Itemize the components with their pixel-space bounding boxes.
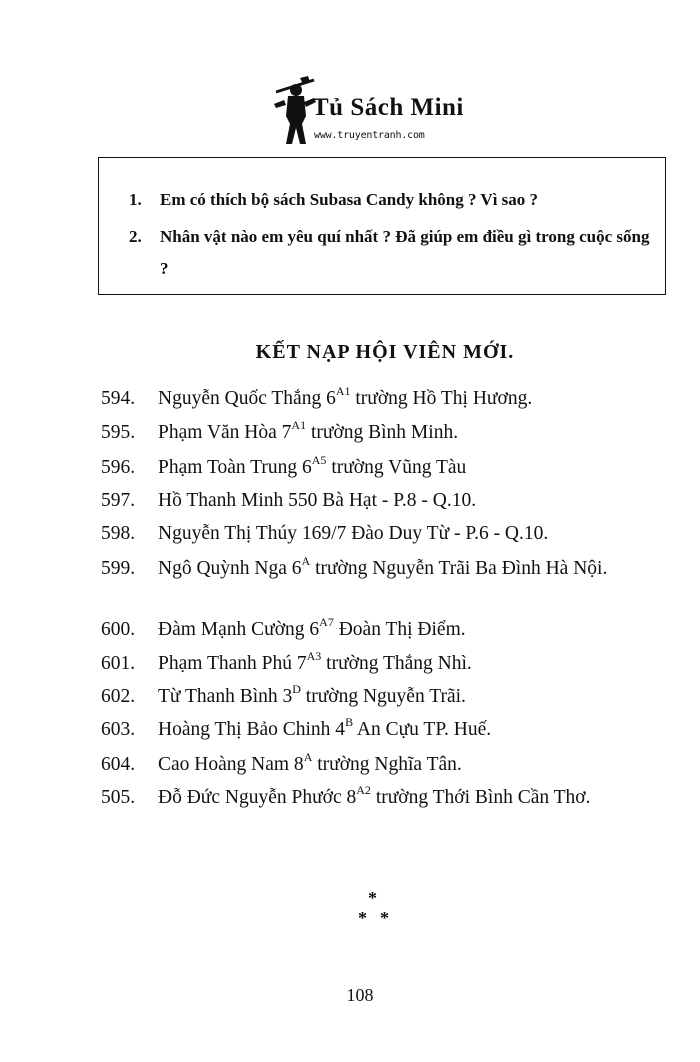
class-superscript: D bbox=[292, 682, 301, 696]
section-heading: KẾT NẠP HỘI VIÊN MỚI. bbox=[255, 341, 515, 363]
entry-number: 601. bbox=[101, 653, 136, 674]
star-glyph: * bbox=[358, 908, 367, 928]
entry-number: 598. bbox=[101, 523, 136, 544]
class-superscript: A1 bbox=[291, 418, 307, 432]
entry-number: 602. bbox=[101, 686, 136, 707]
entry-number: 604. bbox=[101, 754, 136, 775]
tu-sach-mini-logo bbox=[270, 72, 470, 152]
class-superscript: B bbox=[345, 715, 354, 729]
entry-number: 505. bbox=[101, 787, 136, 808]
entry-text: Hồ Thanh Minh 550 Bà Hạt - P.8 - Q.10. bbox=[158, 490, 477, 511]
entry-text: Nguyễn Thị Thúy 169/7 Đào Duy Từ - P.6 - Q.10. bbox=[158, 523, 549, 544]
entry-number: 595. bbox=[101, 422, 136, 443]
class-superscript: A bbox=[303, 750, 313, 764]
question-box bbox=[98, 157, 666, 295]
class-superscript: A5 bbox=[311, 453, 327, 467]
entry-number: 597. bbox=[101, 490, 136, 511]
entry-text: Cao Hoàng Nam $8^A$ trường Nghĩa Tân. bbox=[158, 750, 462, 775]
entry-text: Đỗ Đức Nguyễn Phước $8^{A2}$ trường Thới Bình Cần Thơ. bbox=[158, 783, 591, 808]
entry-text: Phạm Thanh Phú $7^{A3}$ trường Thắng Nhì. bbox=[158, 649, 472, 674]
logo-title: Tủ Sách Mini bbox=[312, 94, 464, 121]
entry-text: Nguyễn Quốc Thắng $6^{A1}$ trường Hồ Thị Hương. bbox=[158, 384, 533, 409]
question-number: 1. bbox=[129, 190, 142, 209]
question-text: Nhân vật nào em yêu quí nhất ? Đã giúp em điều gì trong cuộc sống ? bbox=[160, 227, 650, 278]
entry-number: 596. bbox=[101, 457, 136, 478]
star-separator bbox=[340, 888, 410, 938]
star-glyph: * bbox=[368, 888, 377, 908]
entry-number: 594. bbox=[101, 388, 136, 409]
entry-number: 599. bbox=[101, 558, 136, 579]
page-number: 108 bbox=[346, 985, 374, 1005]
class-superscript: A3 bbox=[306, 649, 322, 663]
question-text: Em có thích bộ sách Subasa Candy không ? Vì sao ? bbox=[160, 190, 539, 209]
class-superscript: A2 bbox=[356, 783, 371, 797]
entry-text: Phạm Văn Hòa $7^{A1}$ trường Bình Minh. bbox=[158, 418, 459, 443]
class-superscript: A bbox=[301, 554, 311, 568]
entry-number: 600. bbox=[101, 619, 136, 640]
logo-url: www.truyentranh.com bbox=[314, 130, 425, 141]
star-glyph: * bbox=[380, 908, 389, 928]
question-number: 2. bbox=[129, 227, 142, 246]
entry-text: Ngô Quỳnh Nga $6^A$ trường Nguyễn Trãi Ba Đình Hà Nội. bbox=[158, 554, 608, 579]
class-superscript: A7 bbox=[319, 615, 334, 629]
entry-text: Đàm Mạnh Cường $6^{A7}$ Đoàn Thị Điểm. bbox=[158, 615, 466, 640]
class-superscript: A1 bbox=[335, 384, 351, 398]
entry-text: Phạm Toàn Trung $6^{A5}$ trường Vũng Tàu bbox=[158, 453, 467, 478]
entry-text: Từ Thanh Bình $3^D$ trường Nguyễn Trãi. bbox=[158, 682, 466, 707]
entry-number: 603. bbox=[101, 719, 136, 740]
entry-text: Hoàng Thị Bảo Chinh $4^B$ An Cựu TP. Huế. bbox=[158, 715, 492, 740]
